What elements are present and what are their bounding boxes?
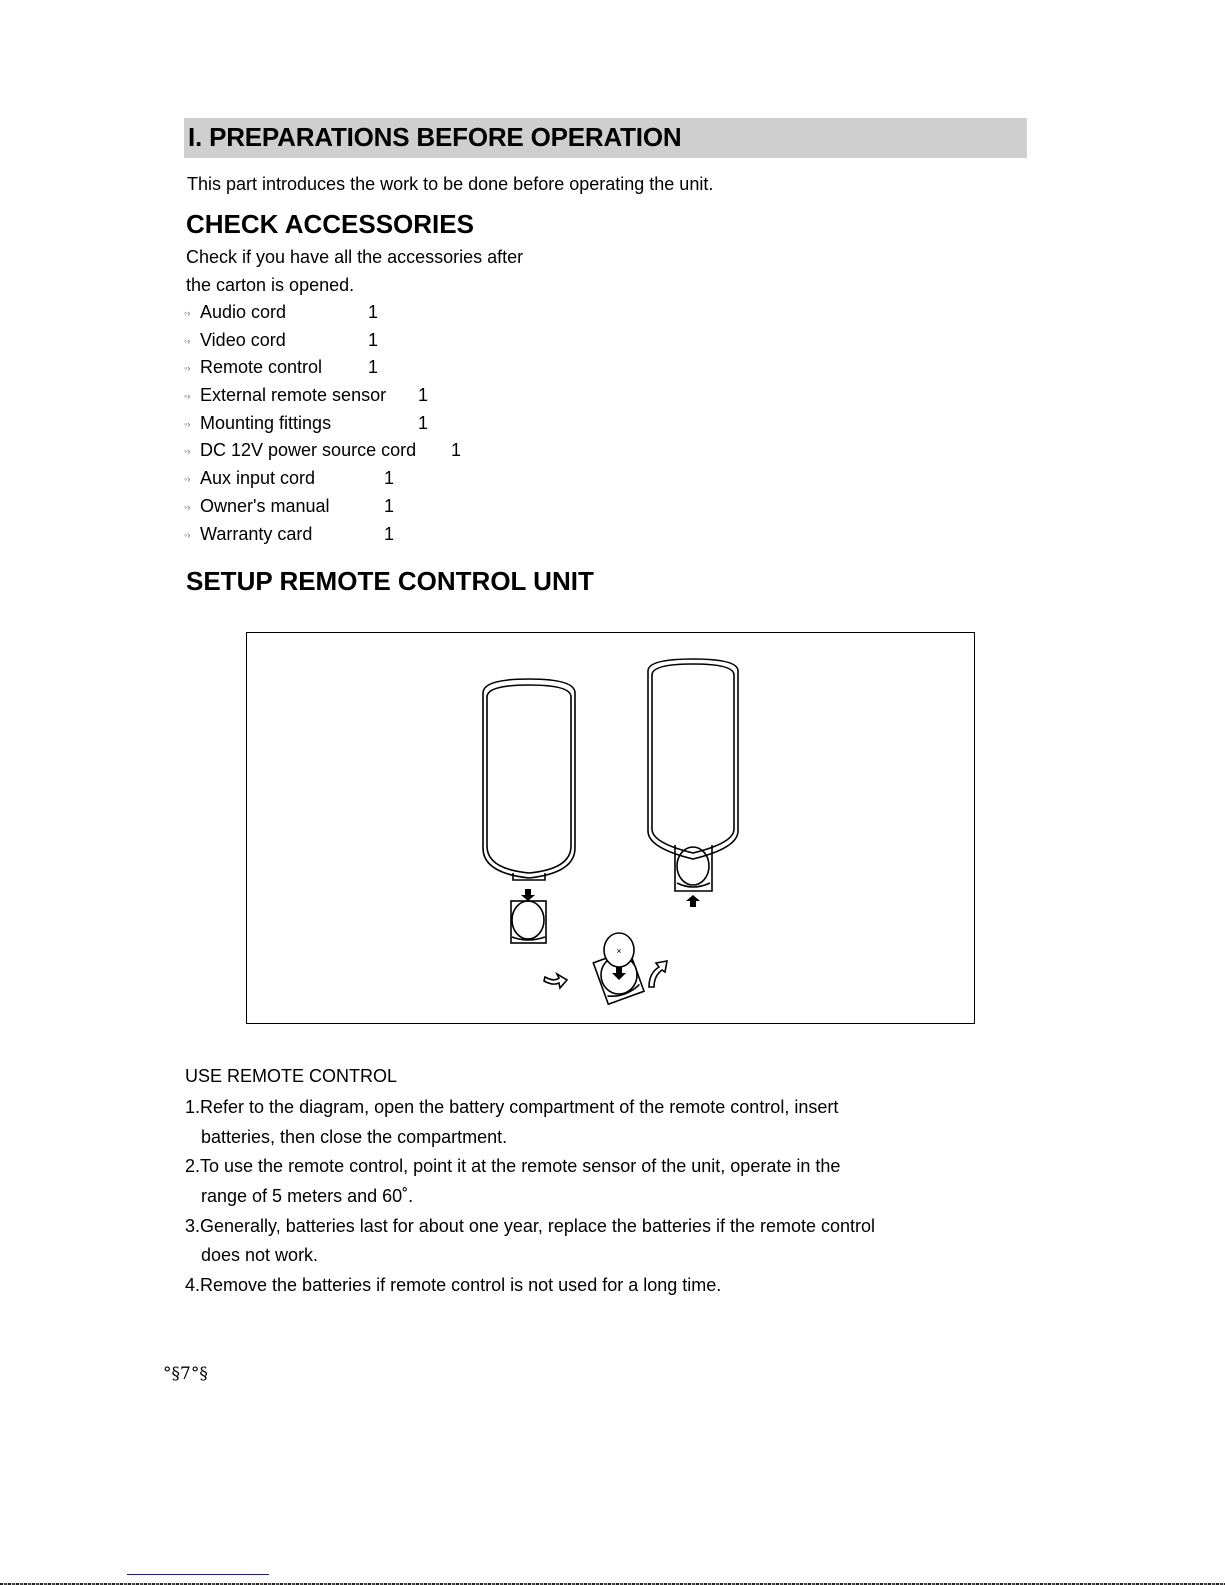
diagram-svg: [247, 633, 976, 1025]
accessory-qty: 1: [418, 385, 429, 406]
accessory-name: Mounting fittings: [200, 412, 332, 433]
use-remote-title: USE REMOTE CONTROL: [185, 1066, 398, 1086]
accessory-name: Warranty card: [200, 523, 313, 544]
accessory-name: Aux input cord: [200, 468, 316, 489]
bullet-icon: ◦›: [184, 391, 191, 402]
accessory-item: [184, 298, 416, 326]
accessory-name: External remote sensor: [200, 385, 387, 406]
accessory-item: [184, 464, 416, 492]
arrow-down-icon: [521, 889, 535, 901]
curved-arrow-up-icon: [649, 961, 667, 987]
accessory-qty: 1: [418, 412, 429, 433]
accessory-item: [184, 436, 462, 464]
accessory-qty: 1: [368, 357, 379, 378]
battery-mark: ×: [616, 946, 622, 956]
accessories-description-line1: Check if you have all the accessories after: [186, 247, 524, 267]
step-3-line2: does not work.: [201, 1245, 319, 1266]
accessory-qty: 1: [384, 523, 395, 544]
accessory-name: Owner's manual: [200, 495, 330, 516]
accessory-item: [184, 409, 429, 437]
step-3-line1: 3.Generally, batteries last for about one year, replace the batteries if the remote control: [185, 1215, 876, 1236]
link-underline: [127, 1574, 269, 1575]
accessory-qty: 1: [368, 302, 379, 322]
bullet-icon: ◦›: [184, 474, 191, 485]
step-2-line1: 2.To use the remote control, point it at the remote sensor of the unit, operate in the: [185, 1156, 841, 1177]
remote-right: [648, 659, 738, 891]
accessory-qty: 1: [368, 329, 379, 350]
bullet-icon: ◦›: [184, 335, 191, 346]
accessory-qty: 1: [384, 495, 395, 516]
bullet-icon: ◦›: [184, 529, 191, 540]
accessory-item: [184, 326, 416, 354]
section-title-bar: [184, 118, 1027, 158]
accessory-name: Video cord: [200, 329, 286, 350]
accessory-name: Audio cord: [200, 302, 287, 322]
accessory-item: [184, 353, 416, 381]
accessory-qty: 1: [384, 468, 395, 489]
check-accessories-heading: CHECK ACCESSORIES: [186, 209, 474, 239]
accessory-item: [184, 520, 416, 548]
bullet-icon: ◦›: [184, 501, 191, 512]
step-4-line1: 4.Remove the batteries if remote control is not used for a long time.: [185, 1275, 722, 1296]
setup-remote-heading: SETUP REMOTE CONTROL UNIT: [186, 566, 594, 596]
curved-arrow-right-icon: [544, 974, 567, 988]
remote-left: [483, 679, 575, 880]
arrow-up-icon: [686, 895, 700, 907]
section-title: I. PREPARATIONS BEFORE OPERATION: [188, 122, 682, 152]
use-remote-steps: [185, 1093, 875, 1301]
accessories-list: [184, 298, 462, 547]
bullet-icon: ◦›: [184, 363, 191, 374]
accessory-name: Remote control: [200, 357, 323, 378]
bullet-icon: ◦›: [184, 418, 191, 429]
bullet-icon: ◦›: [184, 446, 191, 457]
remote-battery-diagram: [246, 632, 975, 1024]
battery-tray-removed: [511, 901, 546, 943]
step-2-line2: range of 5 meters and 60˚.: [201, 1186, 414, 1207]
step-1-line1: 1.Refer to the diagram, open the battery compartment of the remote control, insert: [185, 1097, 839, 1117]
page-number: °§7°§: [163, 1364, 208, 1384]
accessory-qty: 1: [451, 440, 462, 461]
accessory-name: DC 12V power source cord: [200, 440, 417, 461]
accessory-item: [184, 381, 429, 409]
intro-text: This part introduces the work to be done before operating the unit.: [187, 174, 714, 194]
step-1-line2: batteries, then close the compartment.: [201, 1126, 508, 1147]
bullet-icon: ◦›: [184, 308, 191, 318]
accessories-description-line2: the carton is opened.: [186, 275, 355, 295]
accessory-item: [184, 492, 416, 520]
